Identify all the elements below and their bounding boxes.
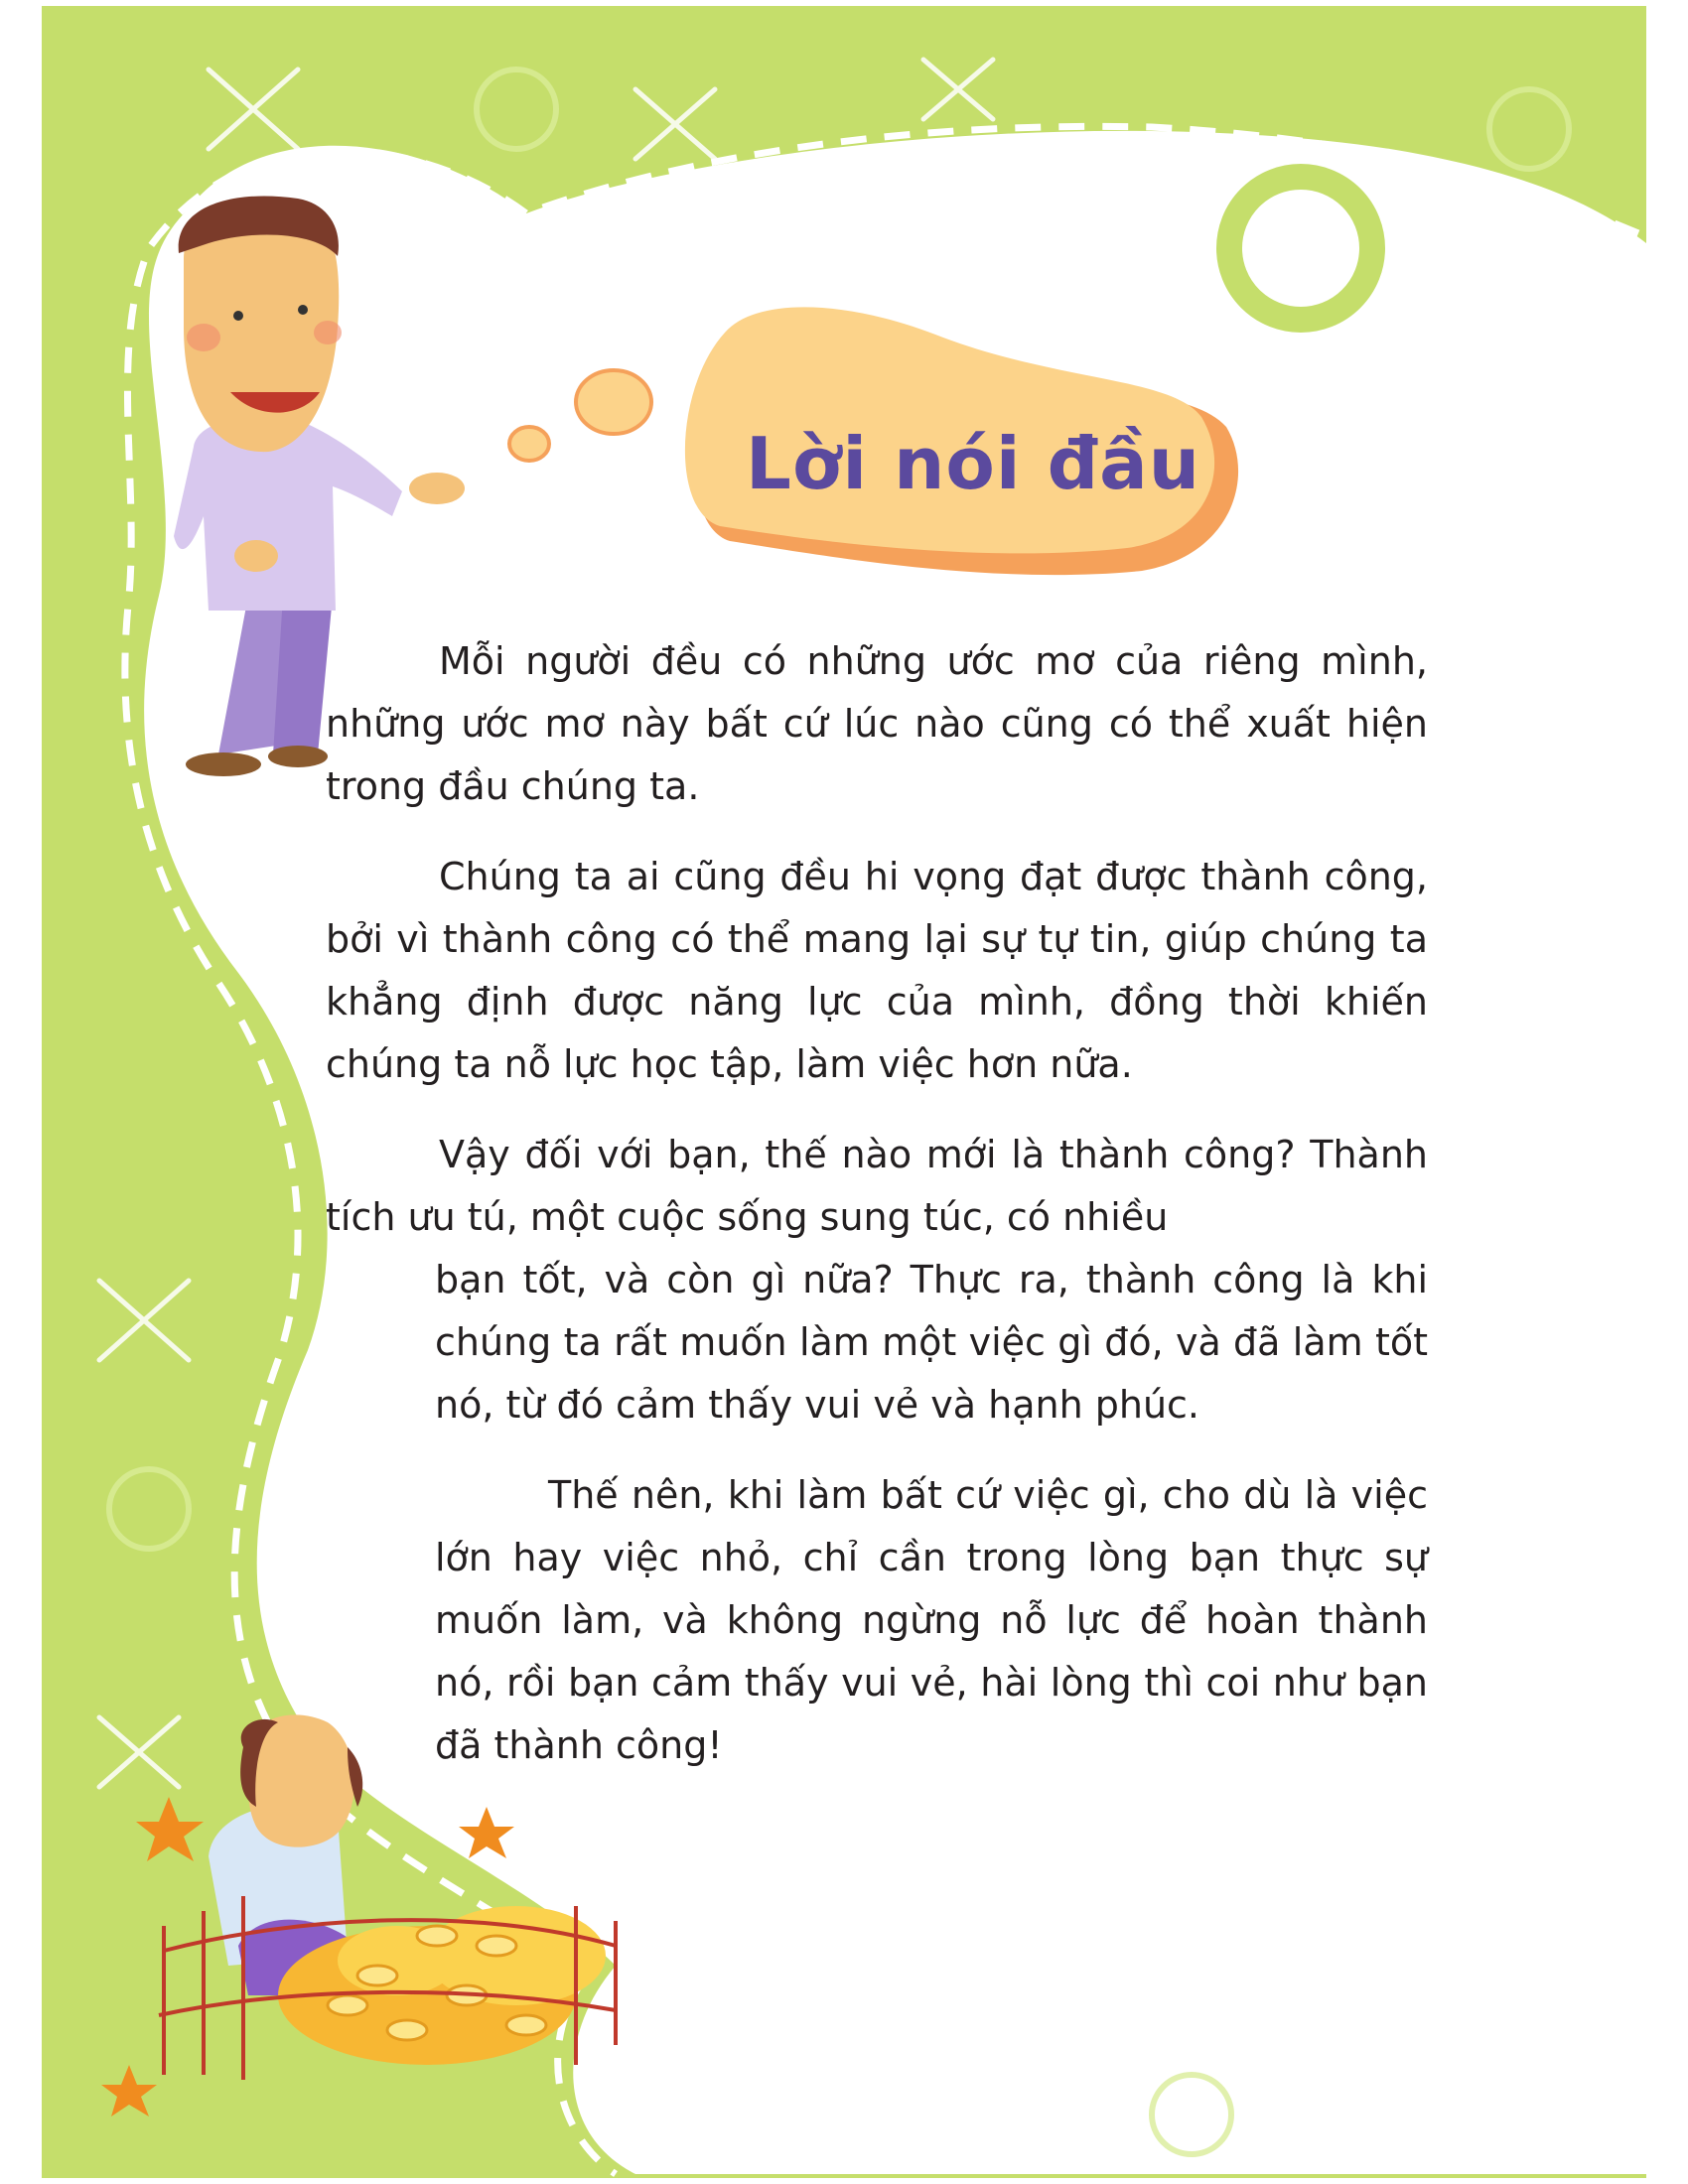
thought-bubble-dot-small bbox=[509, 427, 549, 461]
paragraph-2: Chúng ta ai cũng đều hi vọng đạt được thành công, bởi vì thành công có thể mang lại sự tự tin, giúp chúng ta khẳng định được năng lực của mình, đồng thời khiến chúng ta nỗ lực học tập, làm việc hơn nữa. bbox=[326, 855, 1428, 1086]
thought-bubble-dot bbox=[576, 370, 651, 434]
paragraph-4: Thế nên, khi làm bất cứ việc gì, cho dù là việc lớn hay việc nhỏ, chỉ cần trong lòng bạn thực sự muốn làm, và không ngừng nỗ lực để hoàn thành nó, rồi bạn cảm thấy vui vẻ, hài lòng thì coi như bạn đã thành công! bbox=[435, 1473, 1428, 1767]
page-title: Lời nói đầu bbox=[746, 422, 1200, 505]
paragraph-3-rest: bạn tốt, và còn gì nữa? Thực ra, thành công là khi chúng ta rất muốn làm một việc gì đó, và đã làm tốt nó, từ đó cảm thấy vui vẻ và hạnh phúc. bbox=[435, 1258, 1428, 1427]
paragraph-3-lead: Vậy đối với bạn, thế nào mới là thành công? Thành tích ưu tú, một cuộc sống sung túc, có nhiều bbox=[326, 1133, 1428, 1239]
paragraph-1: Mỗi người đều có những ước mơ của riêng mình, những ước mơ này bất cứ lúc nào cũng có thể xuất hiện trong đầu chúng ta. bbox=[326, 639, 1428, 808]
